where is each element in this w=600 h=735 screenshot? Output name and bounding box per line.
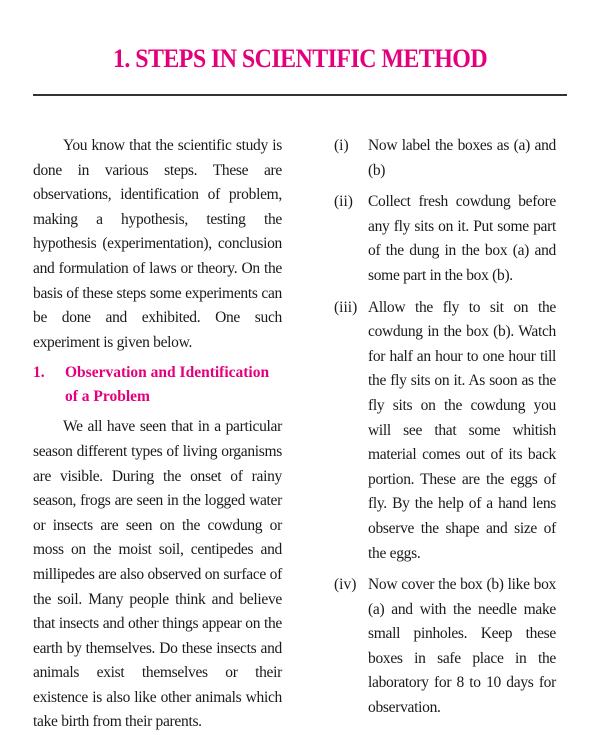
left-column — [33, 134, 282, 735]
section-title: Observation and Identification of a Problem — [65, 364, 270, 406]
intro-paragraph: You know that the scientific study is done in various steps. These are observations, identification of problem, making a hypothesis, testing the hypothesis (experimentation), conclusion and formulation of laws or theory. On the basis of these steps some experiments can be done and exhibited. One such experiment is given below. — [33, 137, 282, 351]
step-text: Now cover the box (b) like box (a) and with the needle make small pinholes. Keep these boxes in safe place in the laboratory for 8 to 10 days for observation. — [368, 576, 556, 717]
body-paragraph: We all have seen that in a particular season different types of living organisms are visible. During the onset of rainy season, frogs are seen in the logged water or insects are seen on the cowdung or moss on the moist soil, centipedes and millipedes are also observed on surface of the soil. Many people think and believe that insects and other things appear on the earth by themselves. Do these insects and animals exist themselves or their existence is also like other animals which take birth from their parents. — [33, 418, 282, 731]
step-text: Now label the boxes as (a) and (b) — [368, 137, 556, 179]
right-column — [334, 134, 556, 728]
section-number: 1. — [33, 364, 45, 382]
step-number: (iii) — [334, 298, 358, 316]
page-title: 1. STEPS IN SCIENTIFIC METHOD — [112, 44, 488, 73]
step-item — [334, 190, 556, 288]
cut-off-text-line — [334, 664, 556, 674]
step-text: Allow the fly to sit on the cowdung in the box (b). Watch for half an hour to one hour till the fly sits on it. As soon as the fly sits on the cowdung you will see that some whitish material comes out of its back portion. These are the eggs of fly. By the help of a hand lens observe the shape and size of the eggs. — [368, 298, 556, 562]
step-number: (ii) — [334, 193, 353, 211]
title-divider — [33, 94, 567, 96]
step-text: Collect fresh cowdung before any fly sits on it. Put some part of the dung in the box (a) and some part in the box (b). — [368, 193, 556, 284]
step-item — [334, 573, 556, 721]
step-number: (iv) — [334, 576, 357, 594]
step-number: (i) — [334, 137, 349, 154]
section-heading — [33, 361, 282, 409]
step-item — [334, 134, 556, 183]
step-item — [334, 296, 556, 567]
